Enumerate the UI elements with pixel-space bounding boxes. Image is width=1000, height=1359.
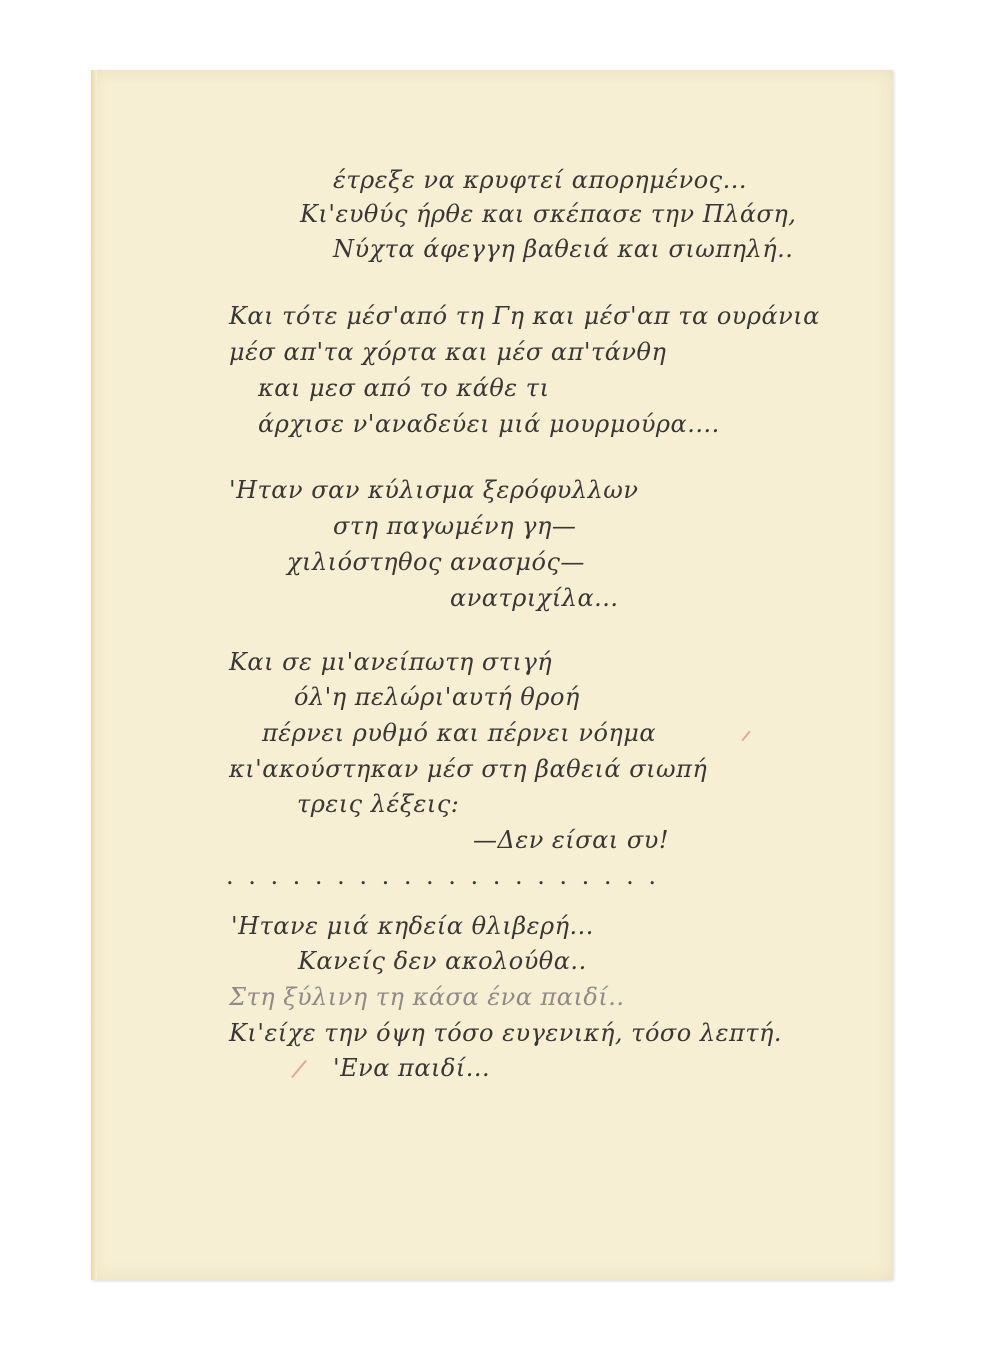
poem-line: Νύχτα άφεγγη βαθειά και σιωπηλή..: [333, 235, 794, 263]
poem-line: 'Ητανε μιά κηδεία θλιβερή...: [231, 912, 594, 940]
poem-line: Και σε μι'ανείπωτη στιγή: [229, 648, 553, 676]
poem-line: άρχισε ν'αναδεύει μιά μουρμούρα....: [258, 410, 720, 438]
paper-edge-shadow: [91, 70, 97, 1280]
poem-line: πέρνει ρυθμό και πέρνει νόημα: [262, 719, 657, 747]
poem-line: τρεις λέξεις:: [297, 790, 460, 818]
poem-line: όλ'η πελώρι'αυτή θροή: [294, 683, 580, 711]
poem-line: και μεσ από το κάθε τι: [258, 374, 550, 402]
dotted-separator: ....................: [226, 862, 671, 890]
poem-line: μέσ απ'τα χόρτα και μέσ απ'τάνθη: [229, 338, 667, 366]
poem-line: χιλιόστηθος ανασμός—: [287, 548, 585, 576]
poem-line: κι'ακούστηκαν μέσ στη βαθειά σιωπή: [229, 755, 708, 783]
poem-line: Κι'είχε την όψη τόσο ευγενική, τόσο λεπτή.: [229, 1019, 783, 1047]
poem-line: Κι'ευθύς ήρθε και σκέπασε την Πλάση,: [300, 200, 797, 228]
poem-line: Κανείς δεν ακολούθα..: [298, 947, 587, 975]
poem-line: 'Ενα παιδί...: [333, 1054, 491, 1082]
poem-line: έτρεξε να κρυφτεί απορημένος...: [333, 166, 747, 194]
poem-line: 'Ηταν σαν κύλισμα ξερόφυλλων: [229, 476, 639, 504]
poem-line: στη παγωμένη γη—: [333, 512, 577, 540]
poem-line: ανατριχίλα...: [450, 584, 619, 612]
poem-line: Και τότε μέσ'από τη Γη και μέσ'απ τα ουράνια: [229, 302, 820, 330]
poem-line: Στη ξύλινη τη κάσα ένα παιδί..: [229, 983, 625, 1011]
poem-line: —Δεν είσαι συ!: [473, 826, 669, 854]
